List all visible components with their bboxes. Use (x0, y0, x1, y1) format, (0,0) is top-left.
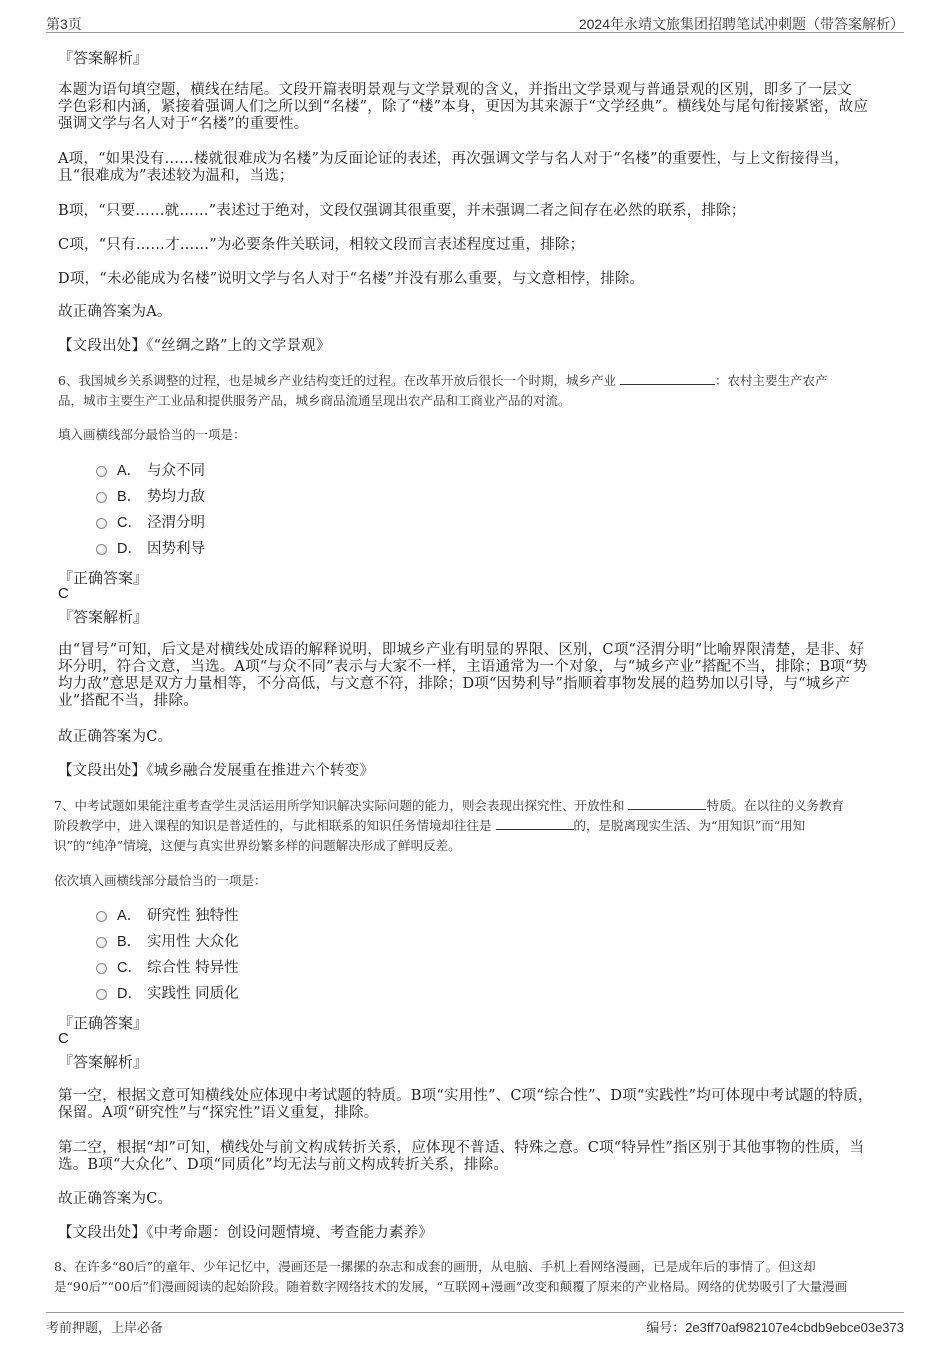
question-7-stem: 7、中考试题如果能注重考查学生灵活运用所学知识解决实际问题的能力，则会表现出探究性、开放性和 特质。在以往的义务教育 阶段教学中，进入课程的知识是普适性的，与此相联系的知识任务情境却往往是 的，是脱离现实生活、为“用知识”而“用知 识”的“纯净”情境，这便与真实世界纷繁多样的问题解决形成了鲜明反差。 (54, 798, 844, 853)
option-b[interactable]: B． 势均力敌 (96, 485, 205, 509)
answer-analysis-label: 『答案解析』 (58, 1053, 149, 1071)
radio-icon[interactable] (96, 544, 107, 555)
option-d[interactable]: D． 因势利导 (96, 537, 205, 561)
analysis-paragraph: 由“冒号”可知，后文是对横线处成语的解释说明，即城乡产业有明显的界限、区别，C项“泾渭分明”比喻界限清楚，是非、好 坏分明，符合文意，当选。A项“与众不同”表示与大家不一样，主语通常为一个对象，与“城乡产业”搭配不当，排除；B项“势 均力敌”意思是双方力量相等，不分高低，与文意不符，排除；D项“因势利导”指顺着事物发展的趋势加以引导，与“城乡产 业”搭配不当，排除。 (58, 642, 868, 709)
document-title: 2024年永靖文旅集团招聘笔试冲刺题（带答案解析） (578, 16, 904, 32)
conclusion: 故正确答案为C。 (58, 729, 173, 745)
correct-answer: C (58, 1030, 69, 1047)
correct-answer-label: 『正确答案』 (58, 569, 149, 587)
question-8-stem: 8、在许多“80后”的童年、少年记忆中，漫画还是一摞摞的杂志和成套的画册，从电脑、手机上看网络漫画，已是成年后的事情了。但这却 是“90后”“00后”们漫画阅读的起始阶段。随着数字网络技术的发展，“互联网+漫画”改变和颠覆了原来的产业格局。网络的优势吸引了大量漫画 (54, 1259, 848, 1294)
radio-icon[interactable] (96, 989, 107, 1000)
option-c[interactable]: C． 综合性 特异性 (96, 956, 239, 980)
answer-analysis-label: 『答案解析』 (58, 608, 149, 626)
answer-analysis-label: 『答案解析』 (58, 49, 149, 67)
analysis-paragraph: 本题为语句填空题，横线在结尾。文段开篇表明景观与文学景观的含义，并指出文学景观与普通景观的区别，即多了一层文 学色彩和内涵，紧接着强调人们之所以到“名楼”，除了“楼”本身，更因为其来源于“文学经典”。横线处与尾句衔接紧密，故应 强调文学与名人对于“名楼”的重要性。 (58, 82, 869, 132)
page-header (46, 10, 904, 33)
correct-answer-label: 『正确答案』 (58, 1014, 149, 1032)
fill-blank (628, 797, 706, 810)
option-b-analysis: B项，“只要……就……”表述过于绝对，文段仅强调其很重要，并未强调二者之间存在必然的联系，排除； (58, 203, 746, 219)
question-6-prompt: 填入画横线部分最恰当的一项是： (58, 427, 246, 442)
question-7-options (96, 904, 239, 1006)
analysis-blank-2: 第二空，根据“却”可知，横线处与前文构成转折关系，应体现不普适、特殊之意。C项“特异性”指区别于其他事物的性质，当 选。B项“大众化”、D项“同质化”均无法与前文构成转折关系，排除。 (58, 1140, 865, 1173)
page-footer (46, 1312, 904, 1335)
conclusion: 故正确答案为C。 (58, 1191, 173, 1207)
option-b[interactable]: B． 实用性 大众化 (96, 930, 239, 954)
option-a[interactable]: A． 与众不同 (96, 459, 205, 483)
question-6-options (96, 459, 205, 561)
option-c[interactable]: C． 泾渭分明 (96, 511, 205, 535)
radio-icon[interactable] (96, 963, 107, 974)
fill-blank (620, 372, 715, 385)
option-a[interactable]: A． 研究性 独特性 (96, 904, 239, 928)
source: 【文段出处】《“丝绸之路”上的文学景观》 (58, 338, 331, 354)
analysis-blank-1: 第一空，根据文意可知横线处应体现中考试题的特质。B项“实用性”、C项“综合性”、D项“实践性”均可体现中考试题的特质， 保留。A项“研究性”与“探究性”语义重复，排除。 (58, 1088, 873, 1121)
footer-slogan: 考前押题，上岸必备 (46, 1321, 164, 1336)
question-6-stem: 6、我国城乡关系调整的过程，也是城乡产业结构变迁的过程。在改革开放后很长一个时期，城乡产业 ：农村主要生产农产 品，城市主要生产工业品和提供服务产品，城乡商品流通呈现出农产品和工商业产品的对流。 (58, 373, 828, 408)
fill-blank (496, 817, 574, 830)
radio-icon[interactable] (96, 492, 107, 503)
option-d[interactable]: D． 实践性 同质化 (96, 982, 239, 1006)
radio-icon[interactable] (96, 911, 107, 922)
radio-icon[interactable] (96, 518, 107, 529)
option-c-analysis: C项，“只有……才……”为必要条件关联词，相较文段而言表述程度过重，排除； (58, 237, 585, 253)
correct-answer: C (58, 585, 69, 602)
radio-icon[interactable] (96, 466, 107, 477)
source: 【文段出处】《中考命题：创设问题情境、考查能力素养》 (58, 1225, 433, 1241)
source: 【文段出处】《城乡融合发展重在推进六个转变》 (58, 763, 375, 779)
conclusion: 故正确答案为A。 (58, 304, 172, 320)
document-id: 编号：2e3ff70af982107e4cbdb9ebce03e373 (646, 1320, 904, 1335)
radio-icon[interactable] (96, 937, 107, 948)
option-d-analysis: D项，“未必能成为名楼”说明文学与名人对于“名楼”并没有那么重要，与文意相悖，排除。 (58, 271, 645, 287)
question-7-prompt: 依次填入画横线部分最恰当的一项是： (54, 873, 267, 888)
option-a-analysis: A项，“如果没有……楼就很难成为名楼”为反面论证的表述，再次强调文学与名人对于“名楼”的重要性，与上文衔接得当， 且“很难成为”表述较为温和，当选； (58, 151, 849, 184)
page-number: 第3页 (46, 16, 82, 32)
